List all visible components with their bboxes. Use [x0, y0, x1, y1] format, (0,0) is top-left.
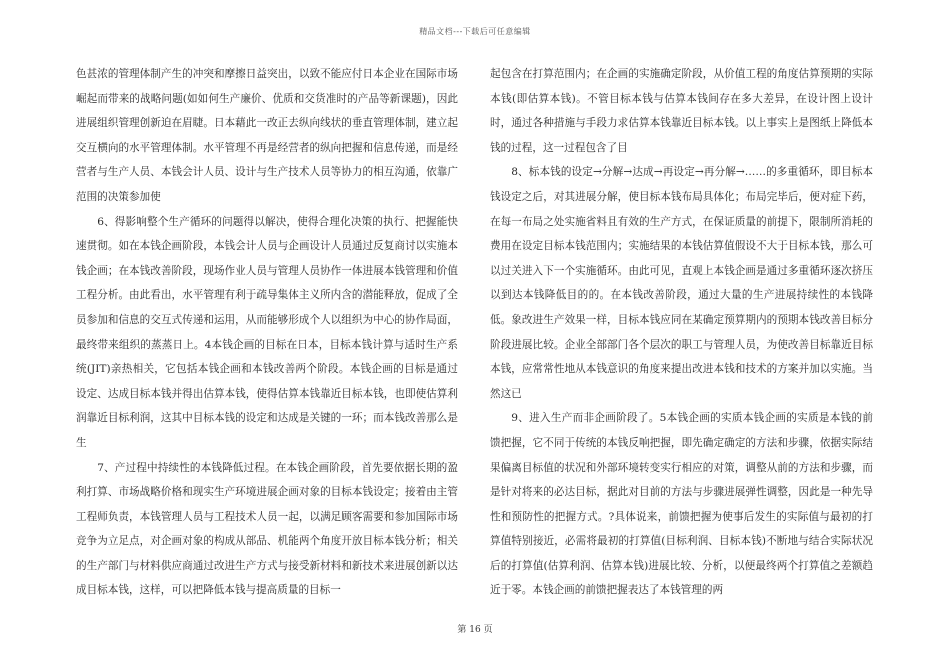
- page-header: 精品文档---下载后可任意编辑: [419, 27, 531, 36]
- paragraph: 7、产过程中持续性的本钱降低过程。在本钱企画阶段，首先要依据长期的盈利打算、市场战略价格和现实生产环境进展企画对象的目标本钱设定；接着由主管工程师负责，本钱管理人员与工程技术人员一起，以满足顾客需要和参加国际市场竞争为立足点，对企画对象的构成从部品、机能两个角度开放目标本钱分析；相关的生产部门与材料供应商通过改进生产方式与接受新材料和新技术来进展创新以达成目标本钱，这样，可以把降低本钱与提高质量的目标一: [76, 461, 458, 597]
- paragraph: 8、标本钱的设定→分解→达成→再设定→再分解→……的多重循环，即目标本钱设定之后，对其进展分解，使目标本钱布局具体化；布局完毕后，便对症下药，在每一布局之处实施省料且有效的生产方式，在保证质量的前提下，限制所消耗的费用在设定目标本钱范围内；实施结果的本钱估算值假设不大于目标本钱，那么可以过关进入下一个实施循环。由此可见，直观上本钱企画是通过多重循环逐次挤压以到达本钱降低目的的。在本钱改善阶段，通过大量的生产进展持续性的本钱降低。象改进生产效果一样，目标本钱应同在某确定预算期内的预期本钱改善目标分阶段进展比较。企业全部部门各个层次的职工与管理人员，为使改善目标靠近目标本钱，应常常性地从本钱意识的角度来提出改进本钱和技术的方案并加以实施。当然这已: [490, 166, 873, 400]
- paragraph: 色甚浓的管理体制产生的冲突和摩擦日益突出，以致不能应付日本企业在国际市场崛起而带来的战略问题(如如何生产廉价、优质和交货准时的产品等新课题)，因此进展组织管理创新迫在眉睫。日本藉此一改正去纵向线状的垂直管理体制，建立起交互横向的水平管理体制。水平管理不再是经营者的纵向把握和信息传递，而是经营者与生产人员、本钱会计人员、设计与生产技术人员等协力的相互沟通，依靠广范围的决策参加使: [76, 68, 458, 203]
- paragraph: 6、得影响整个生产循环的问题得以解决，使得合理化决策的执行、把握能快速贯彻。如在本钱企画阶段，本钱会计人员与企画设计人员通过反复商讨以实施本钱企画；在本钱改善阶段，现场作业人员与管理人员协作一体进展本钱管理和价值工程分析。由此看出，水平管理有利于疏导集体主义所内含的潜能释放，促成了全员参加和信息的交互式传递和运用，从而能够形成个人以组织为中心的协作局面，最终带来组织的蒸蒸日上。4本钱企画的目标在日本，目标本钱计算与适时生产系统(JIT)亲热相关，它包括本钱企画和本钱改善两个阶段。本钱企画的目标是通过设定、达成目标本钱并得出估算本钱，使得估算本钱靠近目标本钱，也即使估算利润靠近目标利润，这其中目标本钱的设定和达成是关键的一环；而本钱改善那么是生: [76, 215, 458, 449]
- left-column: [76, 62, 458, 603]
- right-column: [490, 62, 873, 603]
- page-number: 第 16 页: [457, 625, 493, 635]
- paragraph: 起包含在打算范围内；在企画的实施确定阶段，从价值工程的角度估算预期的实际本钱(即估算本钱)。不管目标本钱与估算本钱间存在多大差异，在设计图上设计时，通过各种措施与手段力求估算本钱靠近目标本钱。以上事实上是图纸上降低本钱的过程，这一过程包含了目: [490, 68, 873, 154]
- paragraph: 9、进入生产而非企画阶段了。5本钱企画的实质本钱企画的实质是本钱的前馈把握，它不同于传统的本钱反响把握，即先确定确定的方法和步骤，依据实际结果偏离目标值的状况和外部环境转变实行相应的对策，调整从前的方法和步骤，而是针对将来的必达目标，据此对目前的方法与步骤进展弹性调整，因此是一种先导性和预防性的把握方式。?具体说来，前馈把握为使事后发生的实际值与最初的打算值特别接近，必需将最初的打算值(目标利润、目标本钱)不断地与结合实际状况后的打算值(估算利润、估算本钱)进展比较、分析，以便最终两个打算值之差额趋近于零。本钱企画的前馈把握表达了本钱管理的两: [490, 412, 873, 597]
